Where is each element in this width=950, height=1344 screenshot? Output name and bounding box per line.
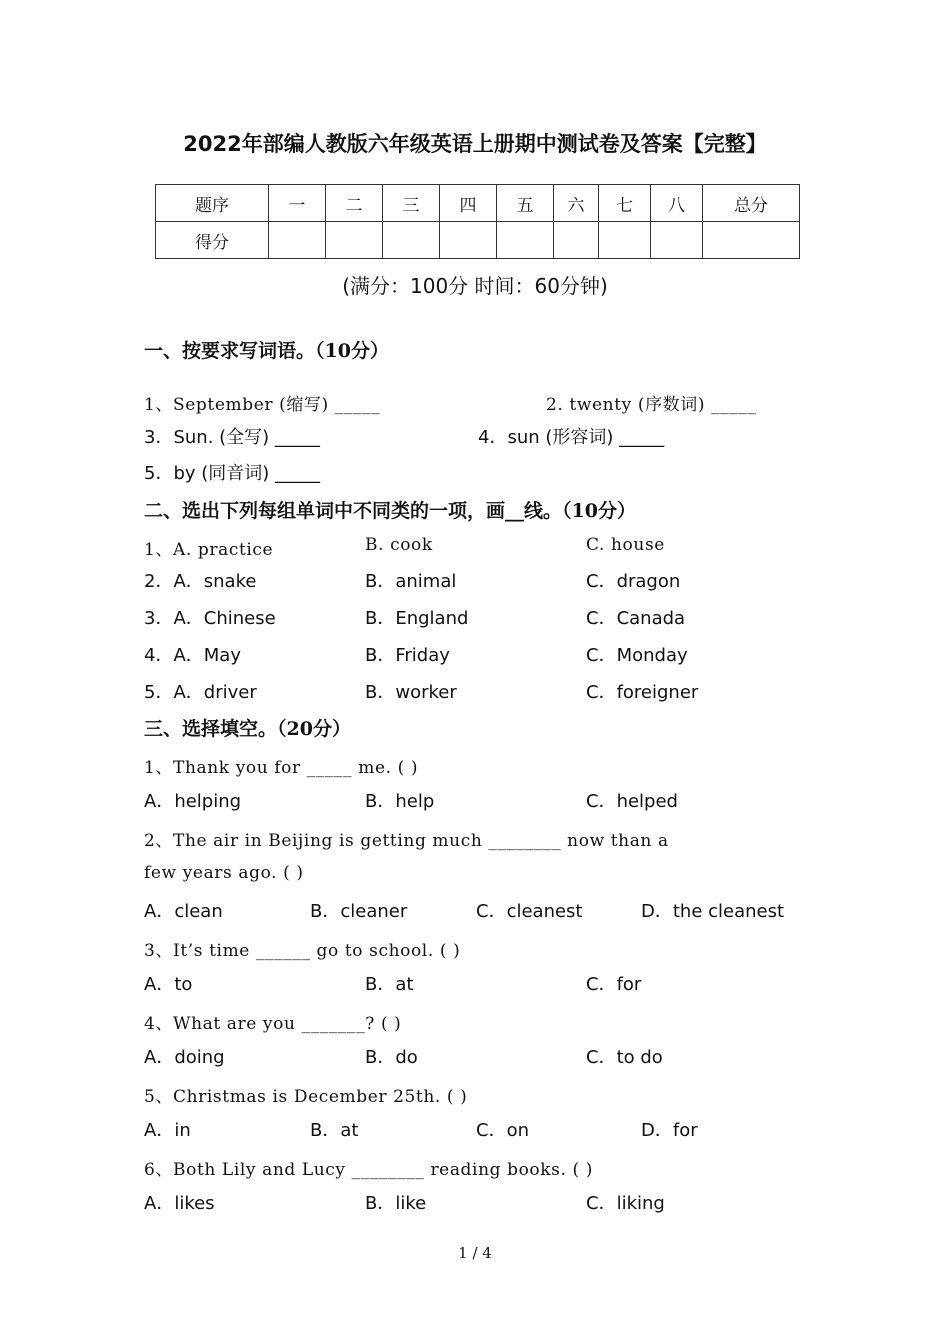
option-b: B．do xyxy=(365,1047,418,1068)
question-stem: 4、What are you _______? ( ) xyxy=(144,1014,402,1034)
option-b: B．cleaner xyxy=(310,901,408,922)
option-b: B．worker xyxy=(365,682,457,703)
section1-question: 4．sun (形容词) _____ xyxy=(478,427,665,448)
option-a: 1、A. practice xyxy=(144,540,274,560)
score-header-cell: 总分 xyxy=(703,185,800,222)
score-cell xyxy=(269,222,326,259)
option-a: 4．A．May xyxy=(144,645,241,666)
score-header-cell: 六 xyxy=(554,185,599,222)
section1-question: 5．by (同音词) _____ xyxy=(144,463,321,484)
option-a: A．in xyxy=(144,1120,191,1141)
option-c: C．to do xyxy=(586,1047,663,1068)
option-c: C．Monday xyxy=(586,645,688,666)
option-c: C．for xyxy=(586,974,642,995)
option-a: A．helping xyxy=(144,791,242,812)
option-c: C．on xyxy=(476,1120,529,1141)
score-header-cell: 三 xyxy=(383,185,440,222)
option-c: C．Canada xyxy=(586,608,686,629)
score-cell xyxy=(703,222,800,259)
score-header-cell: 四 xyxy=(440,185,497,222)
score-header-cell: 七 xyxy=(599,185,651,222)
option-a: 2．A．snake xyxy=(144,571,257,592)
score-cell xyxy=(383,222,440,259)
option-c: C．cleanest xyxy=(476,901,583,922)
score-cell xyxy=(497,222,554,259)
score-table-header-row xyxy=(156,185,800,222)
option-b: B. cook xyxy=(365,535,433,555)
option-b: B．England xyxy=(365,608,469,629)
option-a: 5．A．driver xyxy=(144,682,257,703)
section2-heading: 二、选出下列每组单词中不同类的一项，画__线。（10分） xyxy=(144,500,636,522)
option-d: D．the cleanest xyxy=(641,901,785,922)
score-cell xyxy=(440,222,497,259)
option-b: B．animal xyxy=(365,571,457,592)
option-a: A．likes xyxy=(144,1193,215,1214)
question-stem-continued: few years ago. ( ) xyxy=(144,863,304,883)
score-header-cell: 二 xyxy=(326,185,383,222)
option-b: B．at xyxy=(365,974,414,995)
option-c: C．liking xyxy=(586,1193,665,1214)
score-time-info: (满分：100分 时间：60分钟) xyxy=(342,274,608,298)
option-c: C．helped xyxy=(586,791,678,812)
question-stem: 5、Christmas is December 25th. ( ) xyxy=(144,1087,468,1107)
score-table-score-row xyxy=(156,222,800,259)
option-c: C．foreigner xyxy=(586,682,699,703)
score-header-cell: 题序 xyxy=(156,185,269,222)
option-a: 3．A．Chinese xyxy=(144,608,276,629)
question-stem: 2、The air in Beijing is getting much ________ now than a xyxy=(144,831,669,851)
option-c: C. house xyxy=(586,535,665,555)
option-b: B．at xyxy=(310,1120,359,1141)
section1-question: 1、September (缩写) _____ xyxy=(144,395,381,415)
option-d: D．for xyxy=(641,1120,698,1141)
score-cell xyxy=(326,222,383,259)
score-header-cell: 八 xyxy=(651,185,703,222)
score-header-cell: 一 xyxy=(269,185,326,222)
question-stem: 6、Both Lily and Lucy ________ reading books. ( ) xyxy=(144,1160,593,1180)
page-number: 1 / 4 xyxy=(458,1244,492,1262)
section1-question: 2. twenty (序数词) _____ xyxy=(546,395,757,415)
section1-question: 3．Sun. (全写) _____ xyxy=(144,427,320,448)
page-title: 2022年部编人教版六年级英语上册期中测试卷及答案【完整】 xyxy=(183,132,767,156)
question-stem: 1、Thank you for _____ me. ( ) xyxy=(144,758,419,778)
option-b: B．help xyxy=(365,791,435,812)
option-a: A．doing xyxy=(144,1047,225,1068)
score-cell xyxy=(599,222,651,259)
section1-heading: 一、按要求写词语。（10分） xyxy=(144,340,389,362)
score-row-label: 得分 xyxy=(156,222,269,259)
score-cell xyxy=(651,222,703,259)
section3-heading: 三、选择填空。（20分） xyxy=(144,718,351,740)
option-a: A．clean xyxy=(144,901,223,922)
option-a: A．to xyxy=(144,974,193,995)
option-b: B．Friday xyxy=(365,645,450,666)
score-header-cell: 五 xyxy=(497,185,554,222)
question-stem: 3、It’s time ______ go to school. ( ) xyxy=(144,941,461,961)
score-cell xyxy=(554,222,599,259)
score-table xyxy=(155,184,800,259)
option-c: C．dragon xyxy=(586,571,681,592)
option-b: B．like xyxy=(365,1193,427,1214)
